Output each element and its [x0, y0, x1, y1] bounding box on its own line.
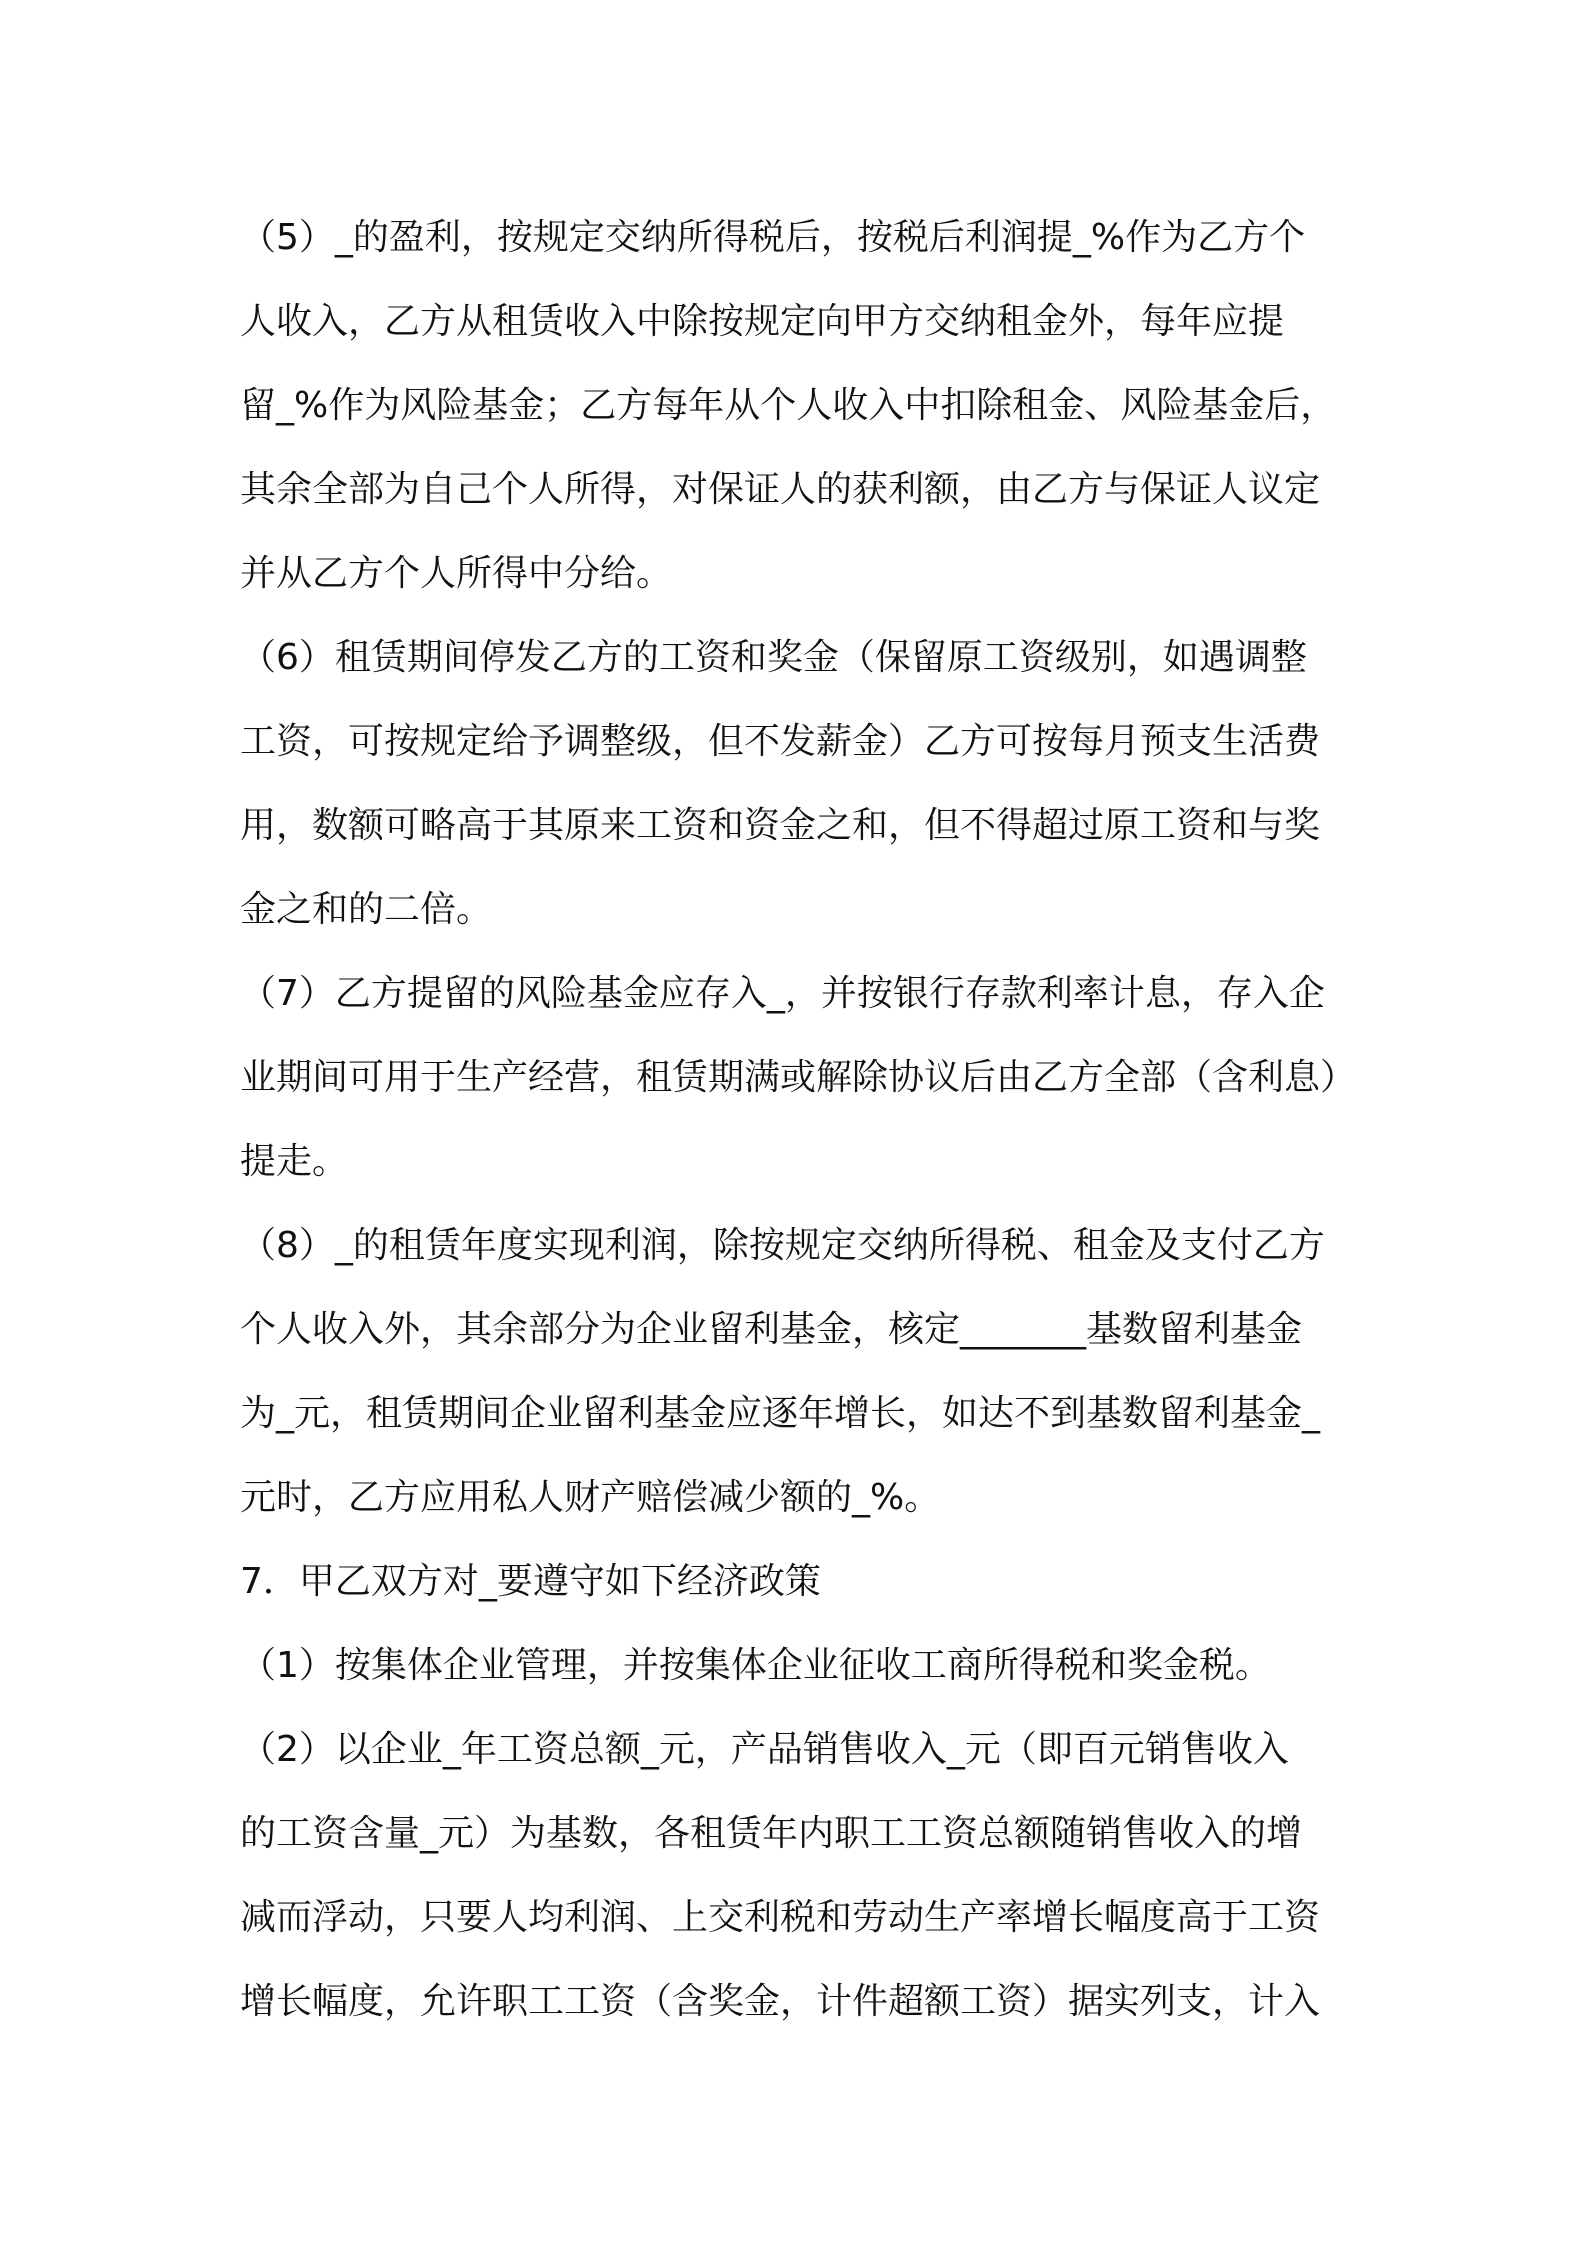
text-line: 人收入，乙方从租赁收入中除按规定向甲方交纳租金外，每年应提: [240, 301, 1285, 342]
text-line: 并从乙方个人所得中分给。: [240, 553, 673, 594]
text-line: （1）按集体企业管理，并按集体企业征收工商所得税和奖金税。: [240, 1645, 1271, 1686]
document-body: [240, 196, 1360, 2044]
text-line: 7．甲乙双方对_要遵守如下经济政策: [240, 1561, 821, 1602]
text-line: （7）乙方提留的风险基金应存入_，并按银行存款利率计息，存入企: [240, 973, 1325, 1014]
text-line: 为_元，租赁期间企业留利基金应逐年增长，如达不到基数留利基金_: [240, 1393, 1321, 1434]
text-line: 用，数额可略高于其原来工资和资金之和，但不得超过原工资和与奖: [240, 805, 1321, 846]
text-line: 其余全部为自己个人所得，对保证人的获利额，由乙方与保证人议定: [240, 469, 1321, 510]
text-line: 增长幅度，允许职工工资（含奖金，计件超额工资）据实列支，计入: [240, 1981, 1321, 2022]
text-line: 金之和的二倍。: [240, 889, 493, 930]
text-line: 提走。: [240, 1141, 349, 1182]
text-line: 个人收入外，其余部分为企业留利基金，核定_______基数留利基金: [240, 1309, 1303, 1350]
text-line: 业期间可用于生产经营，租赁期满或解除协议后由乙方全部（含利息）: [240, 1057, 1357, 1098]
text-line: （5）_的盈利，按规定交纳所得税后，按税后利润提_%作为乙方个: [240, 217, 1306, 258]
text-line: 的工资含量_元）为基数，各租赁年内职工工资总额随销售收入的增: [240, 1813, 1303, 1854]
text-line: 工资，可按规定给予调整级，但不发薪金）乙方可按每月预支生活费: [240, 721, 1321, 762]
text-line: 元时，乙方应用私人财产赔偿减少额的_%。: [240, 1477, 941, 1518]
text-line: （8）_的租赁年度实现利润，除按规定交纳所得税、租金及支付乙方: [240, 1225, 1325, 1266]
text-line: （6）租赁期间停发乙方的工资和奖金（保留原工资级别，如遇调整: [240, 637, 1307, 678]
text-line: 减而浮动，只要人均利润、上交利税和劳动生产率增长幅度高于工资: [240, 1897, 1321, 1938]
text-line: 留_%作为风险基金；乙方每年从个人收入中扣除租金、风险基金后，: [240, 385, 1337, 426]
text-line: （2）以企业_年工资总额_元，产品销售收入_元（即百元销售收入: [240, 1729, 1289, 1770]
